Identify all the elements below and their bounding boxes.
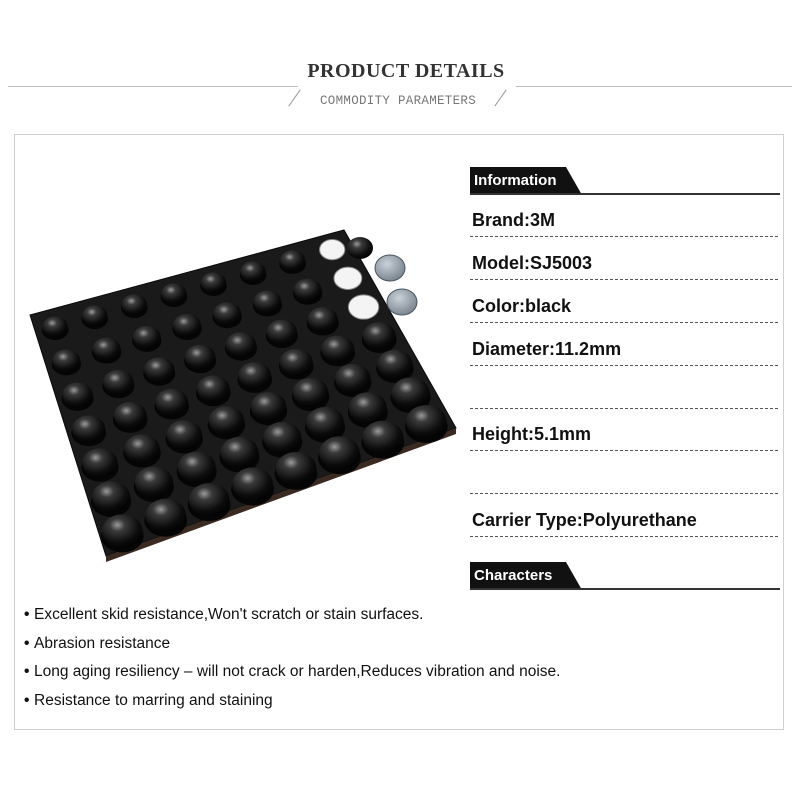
dashed-divider [470,493,778,494]
dashed-divider [470,236,778,237]
bumper-dome [232,467,273,500]
information-tab [470,167,780,195]
bumper-dome [135,466,173,497]
info-row [470,205,778,237]
bumper-dome [392,377,430,408]
info-row-text: Height:5.1mm [472,424,592,444]
bumper-dome [254,290,282,313]
dashed-divider [470,365,778,366]
page-title: PRODUCT DETAILS [307,60,505,82]
characters-rule [470,588,780,590]
bumper-dome [308,307,338,332]
empty-slot [320,240,345,260]
page-subtitle: COMMODITY PARAMETERS [319,94,477,108]
info-row-text: Color:black [472,296,572,316]
bumper-dome [267,320,297,345]
info-row [470,291,778,323]
bumper-dome [276,452,317,485]
bumper-dome [220,437,258,468]
bumper-dome [185,345,215,370]
characters-item: Long aging resiliency – will not crack or harden,Reduces vibration and noise. [34,663,561,680]
bumper-dome [293,378,329,407]
info-row-text: Brand:3M [472,210,556,230]
bumper-dome [43,316,68,337]
list-item [24,606,560,635]
characters-list [24,606,560,720]
bumper-dome [321,335,354,362]
bumper-dome [122,294,147,315]
bumper-dome [155,389,188,416]
information-heading: Information [474,172,557,189]
bumper-dome [213,302,241,325]
bumper-dome [92,481,130,512]
bumper-dome [306,407,344,438]
info-row [470,419,778,451]
header-line-right [516,86,792,87]
bumper-dome [178,452,216,483]
loose-bumper-base [375,255,405,281]
bumper-dome [114,402,147,429]
bumper-dome [251,392,287,421]
bumper-dome [144,357,174,382]
list-item [24,692,560,721]
bumper-dome [72,415,105,442]
loose-bumper-base [387,289,417,315]
characters-item: Resistance to marring and staining [34,691,273,709]
bumper-dome [263,422,301,453]
bullet: • [24,663,30,680]
bumper-dome [238,362,271,389]
info-row [470,505,778,537]
bumper-dome [319,436,360,469]
bumper-dome [103,370,133,395]
info-row [470,377,778,409]
bumper-dome [145,499,186,532]
dashed-divider [470,408,778,409]
list-item [24,635,560,664]
bullet: • [24,634,30,652]
bumper-dome [240,261,265,282]
characters-item: Excellent skid resistance,Won't scratch or stain surfaces. [34,606,424,623]
info-row-text: Model:SJ5003 [472,253,593,273]
empty-slot [348,295,378,319]
bumper-dome [406,405,447,438]
bumper-dome [280,349,313,376]
dashed-divider [470,450,778,451]
bumper-dome [82,305,107,326]
bumper-dome [201,272,226,293]
dashed-divider [470,322,778,323]
bumper-dome [280,250,305,271]
bumper-dome [93,338,121,361]
bullet: • [24,606,30,623]
info-row [470,334,778,366]
characters-heading: Characters [474,567,553,584]
loose-bumper [347,237,373,259]
bumper-dome [102,514,143,547]
bumper-dome [189,483,230,516]
list-item [24,663,560,692]
bumper-dome [363,421,404,454]
characters-tab [470,562,780,590]
bumper-dome [197,375,230,402]
bumper-dome [209,406,245,435]
info-row-text: Carrier Type:Polyurethane [472,510,697,530]
bumper-dome [82,448,118,477]
bumper-dome [173,314,201,337]
bumper-dome [124,434,160,463]
bumper-dome [349,392,387,423]
header-line-left [8,86,298,87]
info-row [470,248,778,280]
bumper-dome [161,283,186,304]
dashed-divider [470,279,778,280]
bumper-dome [166,420,202,449]
product-image [18,220,468,570]
bullet: • [24,691,30,709]
bumper-dome [377,350,413,379]
info-row [470,462,778,494]
bumper-dome [62,382,92,407]
bumper-dome [294,279,322,302]
bumper-dome [363,322,396,349]
information-rule [470,193,780,195]
bumper-dome [226,332,256,357]
bumper-dome [335,364,371,393]
bumper-dome [52,349,80,372]
bumper-dome [133,326,161,349]
info-row-text: Diameter:11.2mm [472,339,622,359]
characters-item: Abrasion resistance [34,634,171,652]
empty-slot [334,267,362,289]
dashed-divider [470,536,778,537]
